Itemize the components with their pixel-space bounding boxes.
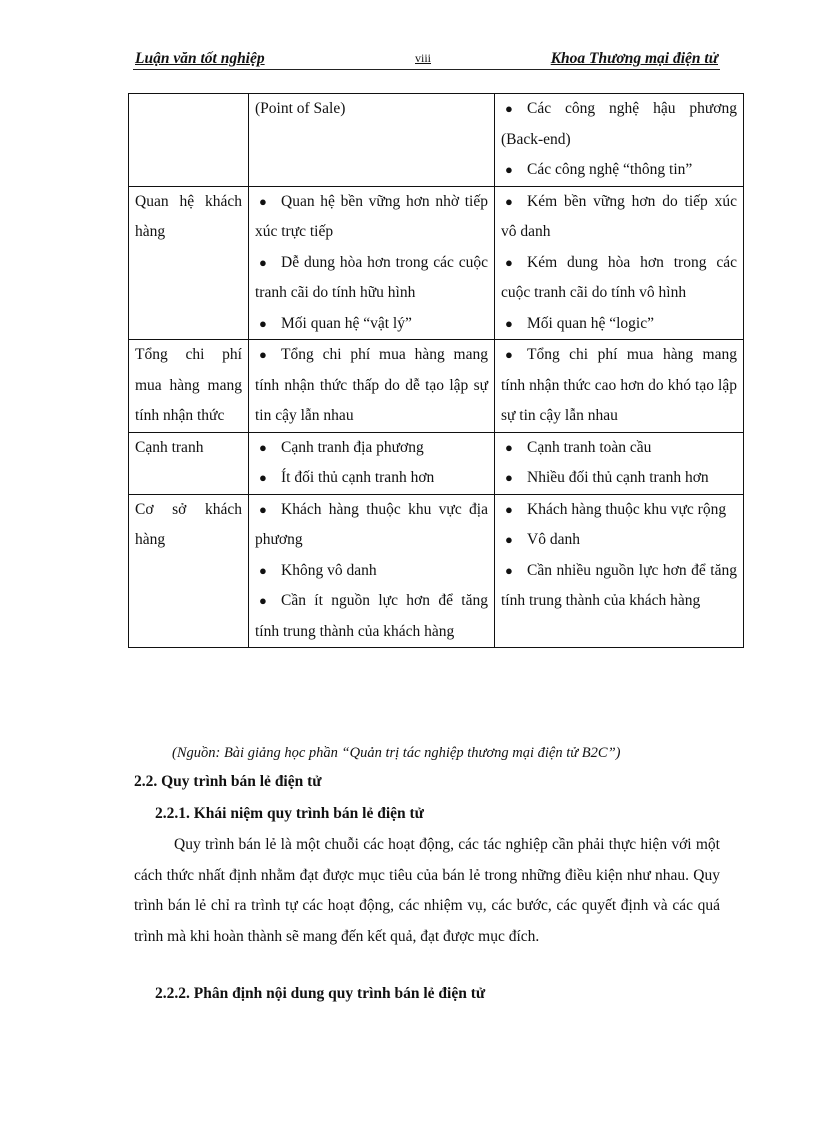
list-item	[501, 495, 737, 526]
list-item	[501, 94, 737, 155]
bullet-icon: ●	[259, 593, 267, 608]
table-row	[129, 94, 744, 187]
list-item-text: Cần nhiều nguồn lực hơn để tăng tính trung thành của khách hàng	[501, 561, 737, 609]
bullet-icon: ●	[259, 501, 267, 517]
list-item-text: Khách hàng thuộc khu vực rộng	[527, 500, 727, 518]
list-item	[501, 433, 737, 464]
bullet-icon: ●	[259, 347, 267, 362]
traditional-cell	[249, 94, 495, 187]
list-item	[501, 187, 737, 248]
bullet-icon: ●	[259, 254, 267, 270]
row-label-cell	[129, 494, 249, 648]
list-item	[255, 248, 488, 309]
list-item-text: Cần ít nguồn lực hơn để tăng tính trung thành của khách hàng	[255, 592, 488, 640]
row-label: Tổng chi phí mua hàng mang tính nhận thức	[135, 346, 242, 424]
list-item	[255, 340, 488, 432]
list-item-text: Vô danh	[527, 531, 580, 548]
online-cell	[495, 340, 744, 433]
source-note: (Nguồn: Bài giảng học phần “Quản trị tác nghiệp thương mại điện tử B2C”)	[172, 745, 621, 761]
list-item-text: Khách hàng thuộc khu vực địa phương	[255, 500, 488, 548]
bullet-icon: ●	[505, 347, 513, 362]
list-item-text: Mối quan hệ “vật lý”	[281, 314, 412, 332]
traditional-cell	[249, 432, 495, 494]
list-item-text: Dễ dung hòa hơn trong các cuộc tranh cãi do tính hữu hình	[255, 253, 488, 301]
header-faculty: Khoa Thương mại điện tử	[550, 50, 718, 67]
traditional-cell	[249, 340, 495, 433]
table-row	[129, 494, 744, 648]
bullet-icon: ●	[505, 501, 513, 517]
online-cell	[495, 432, 744, 494]
list-item	[501, 248, 737, 309]
table-row	[129, 186, 744, 340]
list-item	[255, 586, 488, 647]
row-label-cell	[129, 186, 249, 340]
list-item-text: Không vô danh	[281, 561, 377, 579]
header-page-number: viii	[415, 51, 432, 65]
list-item-text: Tổng chi phí mua hàng mang tính nhận thức cao hơn do khó tạo lập sự tin cậy lẫn nhau	[501, 346, 737, 424]
list-item	[501, 525, 737, 556]
bullet-icon: ●	[259, 470, 267, 485]
bullet-icon: ●	[505, 162, 513, 177]
list-item-text: Nhiều đối thủ cạnh tranh hơn	[527, 469, 709, 486]
list-item-text: Quan hệ bền vững hơn nhờ tiếp xúc trực tiếp	[255, 192, 488, 240]
row-label: Cạnh tranh	[135, 438, 204, 456]
list-item	[501, 556, 737, 617]
table-row	[129, 432, 744, 494]
row-label: Quan hệ khách hàng	[135, 192, 242, 240]
list-item	[255, 495, 488, 556]
list-item-text: Tổng chi phí mua hàng mang tính nhận thức thấp do dễ tạo lập sự tin cậy lẫn nhau	[255, 346, 488, 424]
list-item	[255, 433, 488, 464]
online-cell	[495, 494, 744, 648]
row-label: Cơ sở khách hàng	[135, 500, 242, 548]
list-item-text: Cạnh tranh toàn cầu	[527, 438, 652, 456]
list-item	[255, 463, 488, 494]
list-item-text: Kém dung hòa hơn trong các cuộc tranh cãi do tính vô hình	[501, 253, 737, 301]
list-item-text: Kém bền vững hơn do tiếp xúc vô danh	[501, 192, 737, 240]
page-header	[133, 47, 720, 70]
bullet-icon: ●	[259, 193, 267, 209]
online-cell	[495, 186, 744, 340]
bullet-icon: ●	[505, 532, 513, 547]
bullet-icon: ●	[505, 254, 513, 270]
bullet-icon: ●	[259, 562, 267, 578]
traditional-cell	[249, 494, 495, 648]
bullet-icon: ●	[505, 193, 513, 209]
list-item-text: Cạnh tranh địa phương	[281, 438, 424, 456]
online-cell	[495, 94, 744, 187]
row-label-cell	[129, 340, 249, 433]
bullet-icon: ●	[505, 101, 513, 116]
list-item	[255, 556, 488, 587]
bullet-icon: ●	[505, 439, 513, 455]
row-label-cell	[129, 94, 249, 187]
list-item	[501, 155, 737, 186]
list-item	[255, 187, 488, 248]
list-item-text: Ít đối thủ cạnh tranh hơn	[281, 469, 435, 486]
comparison-table	[128, 93, 744, 648]
bullet-icon: ●	[505, 562, 513, 578]
bullet-icon: ●	[505, 315, 513, 331]
bullet-icon: ●	[259, 439, 267, 455]
section-heading-2-2: 2.2. Quy trình bán lẻ điện tử	[134, 773, 322, 790]
row-label-cell	[129, 432, 249, 494]
list-item-text: Các công nghệ “thông tin”	[527, 161, 693, 178]
list-item	[501, 340, 737, 432]
traditional-cell	[249, 186, 495, 340]
list-item-text: Mối quan hệ “logic”	[527, 314, 654, 332]
list-item	[501, 463, 737, 494]
body-paragraph: Quy trình bán lẻ là một chuỗi các hoạt động, các tác nghiệp cần phải thực hiện với một cách thức nhất định nhằm đạt được mục tiêu của bán lẻ trong những điều kiện như nhau. Quy trình bán lẻ chỉ ra trình tự các hoạt động, các nhiệm vụ, các bước, các quyết định và các quá trình mà khi hoàn thành sẽ mang đến kết quả, đạt được mục đích.	[134, 836, 720, 945]
header-thesis-title: Luận văn tốt nghiệp	[135, 50, 265, 67]
section-heading-2-2-2: 2.2.2. Phân định nội dung quy trình bán lẻ điện tử	[155, 985, 486, 1002]
list-item	[255, 309, 488, 340]
list-item	[255, 94, 488, 125]
bullet-icon: ●	[505, 470, 513, 485]
list-item-text: (Point of Sale)	[255, 100, 346, 117]
table-row	[129, 340, 744, 433]
section-heading-2-2-1: 2.2.1. Khái niệm quy trình bán lẻ điện tử	[155, 805, 424, 822]
bullet-icon: ●	[259, 315, 267, 331]
list-item-text: Các công nghệ hậu phương (Back-end)	[501, 100, 737, 148]
list-item	[501, 309, 737, 340]
